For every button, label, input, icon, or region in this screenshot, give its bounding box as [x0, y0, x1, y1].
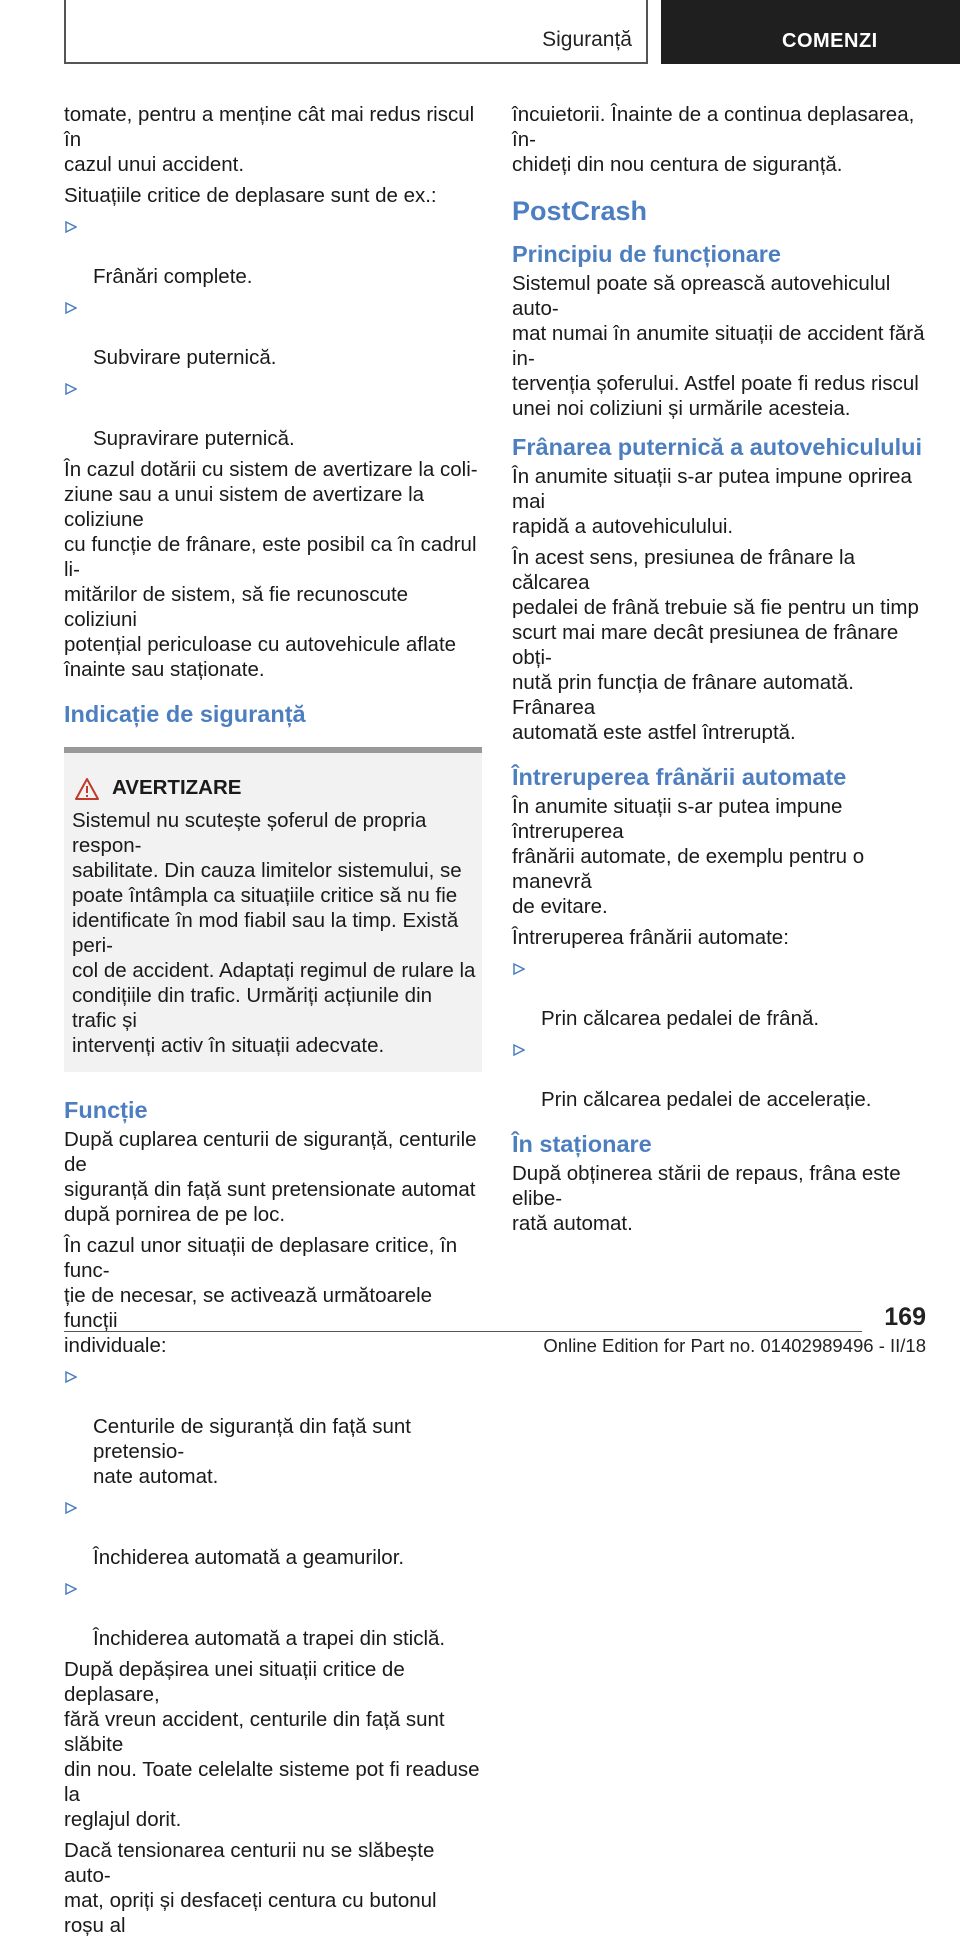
list-item: Închiderea automată a geamurilor.: [64, 1495, 482, 1570]
paragraph: În acest sens, presiunea de frânare la călcarea pedalei de frână trebuie să fie pentru un timp scurt mai mare decât presiunea de frânare obți- nută prin funcția de frânare automată. Frânarea automată este astfel întreruptă.: [512, 546, 919, 744]
paragraph: încuietorii. Înainte de a continua deplasarea, în- chideți din nou centura de siguranță.: [512, 103, 915, 176]
page-number: 169: [884, 1303, 926, 1331]
section-heading-interrupt: Întreruperea frânării automate: [512, 764, 847, 790]
list-item: Prin călcarea pedalei de frână.: [512, 956, 928, 1031]
header-section-tab: [64, 0, 648, 64]
paragraph: După depășirea unei situații critice de deplasare, fără vreun accident, centurile din față sunt slăbite din nou. Toate celelalte sisteme pot fi readuse la reglajul dorit.: [64, 1658, 480, 1831]
header-chapter-title: COMENZI: [782, 30, 878, 52]
bullet-triangle-icon: [65, 221, 77, 233]
paragraph: Întreruperea frânării automate:: [512, 926, 789, 949]
section-heading-braking: Frânarea puternică a autovehiculului: [512, 434, 923, 460]
list-item: Supravirare puternică.: [64, 376, 482, 451]
chapter-heading-postcrash: PostCrash: [512, 196, 648, 226]
paragraph: Situațiile critice de deplasare sunt de ex.:: [64, 184, 437, 207]
header-section-title: Siguranță: [542, 28, 632, 51]
list-item: Centurile de siguranță din față sunt pretensio- nate automat.: [64, 1364, 482, 1489]
bullet-triangle-icon: [65, 1502, 77, 1514]
warning-text: Sistemul nu scutește șoferul de propria respon- sabilitate. Din cauza limitelor sistemului, se poate întâmpla ca situațiile critice să nu fie identificate în mod fiabil sau la timp. Există peri- col de accident. Adaptați regimul de rulare la condițiile din trafic. Urmăriți acțiunile din trafic și intervenți activ în situații adecvate.: [72, 809, 476, 1057]
paragraph: În cazul unor situații de deplasare critice, în func- ție de necesar, se activează următoarele funcții individuale:: [64, 1234, 458, 1357]
list-item: Subvirare puternică.: [64, 295, 482, 370]
list-item: Frânări complete.: [64, 214, 482, 289]
section-heading-principle: Principiu de funcționare: [512, 241, 781, 267]
paragraph: Sistemul poate să oprească autovehiculul auto- mat numai în anumite situații de accident fără in- tervenția șoferului. Astfel poate fi redus riscul unei noi coliziuni și urmările acesteia.: [512, 272, 925, 420]
warning-triangle-icon: [74, 777, 100, 801]
paragraph: tomate, pentru a menține cât mai redus riscul în cazul unui accident.: [64, 103, 475, 176]
paragraph: Dacă tensionarea centurii nu se slăbește auto- mat, opriți și desfaceți centura cu butonul roșu al: [64, 1839, 437, 1937]
list-item: Închiderea automată a trapei din sticlă.: [64, 1576, 482, 1651]
bullet-triangle-icon: [65, 1371, 77, 1383]
warning-box: [64, 747, 482, 1072]
paragraph: În anumite situații s-ar putea impune oprirea mai rapidă a autovehiculului.: [512, 465, 912, 538]
paragraph: După obținerea stării de repaus, frâna este elibe- rată automat.: [512, 1162, 901, 1235]
section-heading-stationary: În staționare: [512, 1131, 652, 1157]
section-heading-safety: Indicație de siguranță: [64, 701, 306, 727]
bullet-triangle-icon: [513, 1044, 525, 1056]
bullet-triangle-icon: [513, 963, 525, 975]
right-column: [512, 102, 928, 1242]
section-heading-function: Funcție: [64, 1097, 148, 1123]
footer-divider: [64, 1331, 862, 1332]
bullet-triangle-icon: [65, 302, 77, 314]
bullet-triangle-icon: [65, 383, 77, 395]
paragraph: După cuplarea centurii de siguranță, centurile de siguranță din față sunt pretensionate automat după pornirea de pe loc.: [64, 1128, 477, 1226]
footer-edition: Online Edition for Part no. 01402989496 - II/18: [543, 1335, 926, 1356]
header-chapter-tab: [661, 0, 960, 64]
warning-title: AVERTIZARE: [112, 776, 242, 799]
list-item: Prin călcarea pedalei de accelerație.: [512, 1037, 928, 1112]
left-column: [64, 102, 482, 1944]
paragraph: În cazul dotării cu sistem de avertizare la coli- ziune sau a unui sistem de avertizare la coliziune cu funcție de frânare, este posibil ca în cadrul li- mitărilor de sistem, să fie recunoscute coliziuni potențial periculoase cu autovehicule aflate înainte sau staționate.: [64, 458, 478, 681]
paragraph: În anumite situații s-ar putea impune întreruperea frânării automate, de exemplu pentru o manevră de evitare.: [512, 795, 865, 918]
bullet-triangle-icon: [65, 1583, 77, 1595]
